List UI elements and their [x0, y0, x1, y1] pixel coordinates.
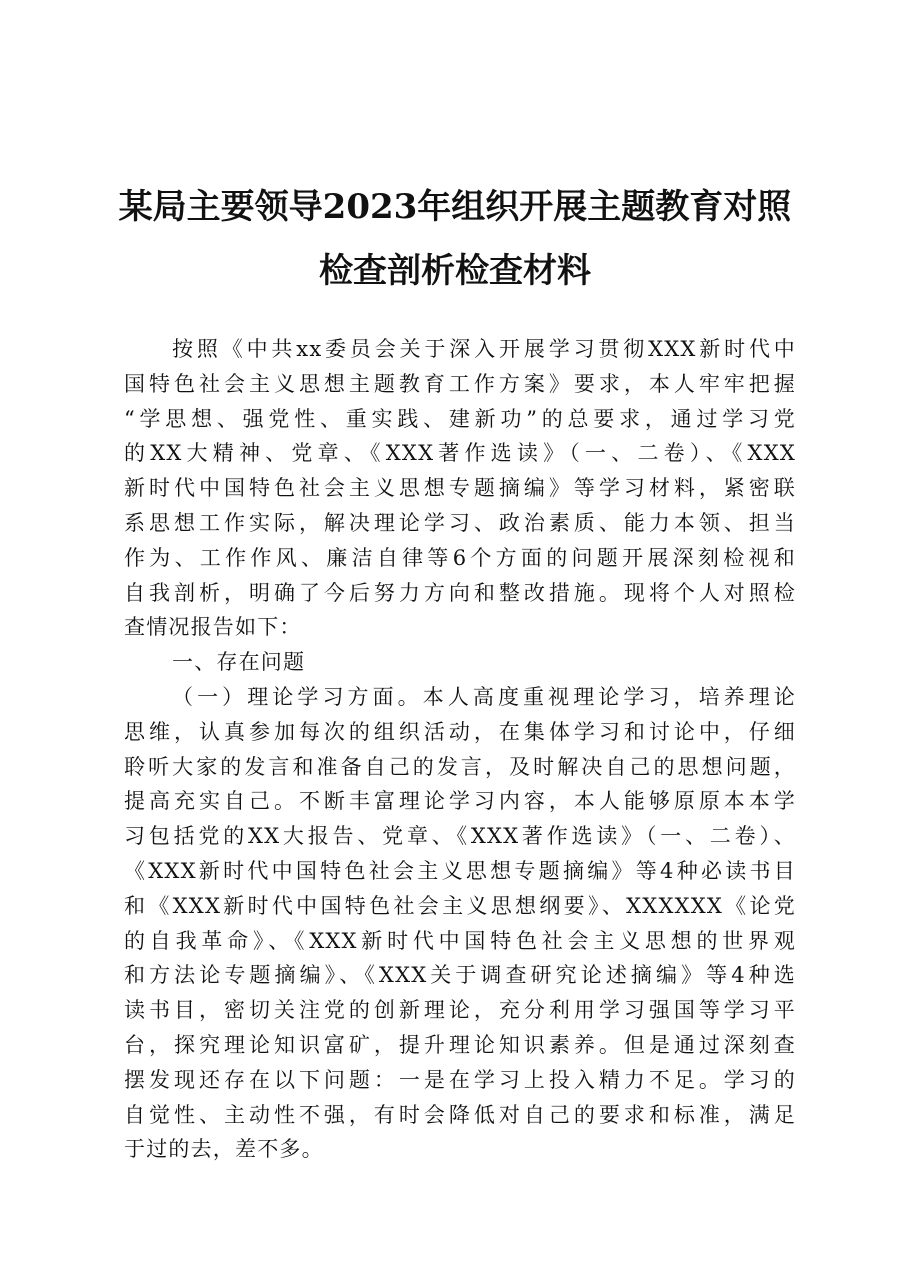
body-line: 台，探究理论知识富矿，提升理论知识素养。但是通过深刻查	[124, 1032, 796, 1057]
body-line: 于过的去，差不多。	[124, 1137, 324, 1162]
body-line: 新时代中国特色社会主义思想专题摘编》等学习材料，紧密联	[124, 476, 796, 501]
body-line: 读书目，密切关注党的创新理论，充分利用学习强国等学习平	[124, 998, 796, 1023]
body-line: 和《XXX新时代中国特色社会主义思想纲要》、XXXXXX《论党	[124, 893, 796, 918]
body-line: 的自我革命》、《XXX新时代中国特色社会主义思想的世界观	[124, 928, 796, 953]
body-line: 系思想工作实际，解决理论学习、政治素质、能力本领、担当	[124, 510, 796, 535]
body-line: 摆发现还存在以下问题：一是在学习上投入精力不足。学习的	[124, 1067, 796, 1092]
body-line: 提高充实自己。不断丰富理论学习内容，本人能够原原本本学	[124, 789, 796, 814]
body-line: 查情况报告如下：	[124, 615, 302, 640]
body-line: 和方法论专题摘编》、《XXX关于调查研究论述摘编》等4种选	[124, 963, 796, 988]
body-line: 聆听大家的发言和准备自己的发言，及时解决自己的思想问题，	[124, 754, 796, 779]
body-line: 习包括党的XX大报告、党章、《XXX著作选读》（一、二卷）、	[124, 824, 796, 849]
body-line: 《XXX新时代中国特色社会主义思想专题摘编》等4种必读书目	[124, 858, 796, 883]
body-line: 的XX大精神、党章、《XXX著作选读》（一、二卷）、《XXX	[124, 441, 796, 466]
body-line: 自我剖析，明确了今后努力方向和整改措施。现将个人对照检	[124, 580, 796, 605]
body-line: （一）理论学习方面。本人高度重视理论学习，培养理论	[172, 684, 796, 709]
section-heading: 一、存在问题	[172, 650, 306, 675]
body-line: 自觉性、主动性不强，有时会降低对自己的要求和标准，满足	[124, 1102, 796, 1127]
document-title-line-1: 某局主要领导2023年组织开展主题教育对照	[118, 187, 792, 227]
document-title-line-2: 检查剖析检查材料	[319, 251, 591, 291]
body-line: 国特色社会主义思想主题教育工作方案》要求，本人牢牢把握	[124, 371, 796, 396]
body-line: “学思想、强党性、重实践、建新功”的总要求，通过学习党	[124, 406, 796, 431]
body-line: 思维，认真参加每次的组织活动，在集体学习和讨论中，仔细	[124, 719, 796, 744]
document-body	[124, 332, 796, 1167]
body-line: 作为、工作作风、廉洁自律等6个方面的问题开展深刻检视和	[124, 545, 796, 570]
body-line: 按照《中共xx委员会关于深入开展学习贯彻XXX新时代中	[172, 337, 796, 361]
